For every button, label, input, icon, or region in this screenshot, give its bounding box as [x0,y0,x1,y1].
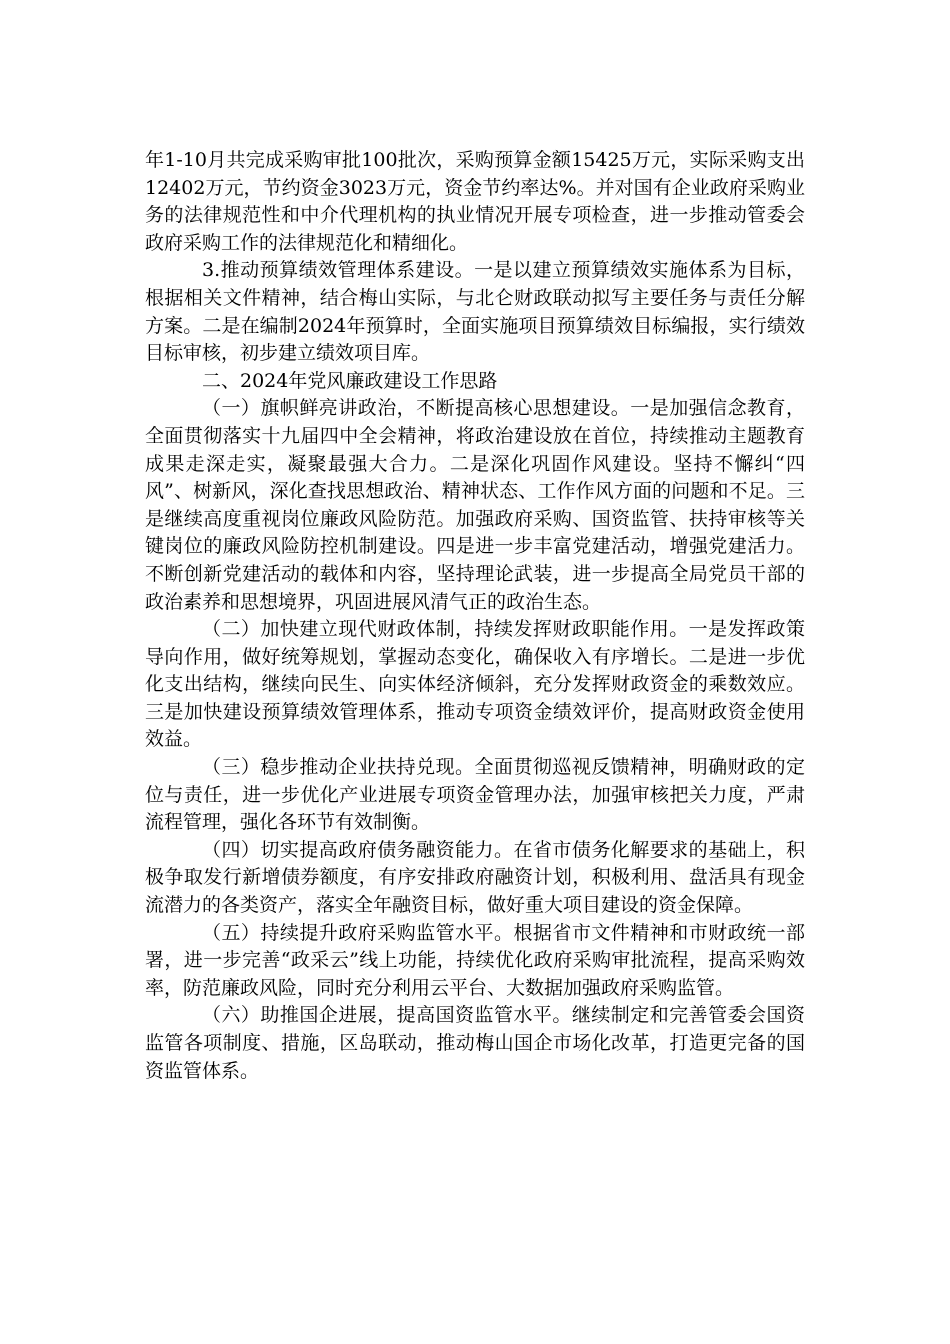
paragraph-4: （一）旗帜鲜亮讲政治，不断提高核心思想建设。一是加强信念教育，全面贯彻落实十九届四中全会精神，将政治建设放在首位，持续推动主题教育成果走深走实，凝聚最强大合力。二是深化巩固作风建设。坚持不懈纠“四风”、树新风，深化查找思想政治、精神状态、工作作风方面的问题和不足。三是继续高度重视岗位廉政风险防范。加强政府采购、国资监管、扶持审核等关键岗位的廉政风险防控机制建设。四是进一步丰富党建活动，增强党建活力。不断创新党建活动的载体和内容，坚持理论武装，进一步提高全局党员干部的政治素养和思想境界，巩固进展风清气正的政治生态。 [145,397,805,613]
paragraph-8: （五）持续提升政府采购监管水平。根据省市文件精神和市财政统一部署，进一步完善“政采云”线上功能，持续优化政府采购审批流程，提高采购效率，防范廉政风险，同时充分利用云平台、大数据加强政府采购监管。 [145,921,805,999]
paragraph-2: 3.推动预算绩效管理体系建设。一是以建立预算绩效实施体系为目标，根据相关文件精神，结合梅山实际，与北仑财政联动拟写主要任务与责任分解方案。二是在编制2024年预算时，全面实施项目预算绩效目标编报，实行绩效目标审核，初步建立绩效项目库。 [145,259,805,365]
paragraph-1: 年1-10月共完成采购审批100批次，采购预算金额15425万元，实际采购支出12402万元，节约资金3023万元，资金节约率达%。并对国有企业政府采购业务的法律规范性和中介代理机构的执业情况开展专项检查，进一步推动管委会政府采购工作的法律规范化和精细化。 [145,149,805,254]
section-heading: 二、2024年党风廉政建设工作思路 [202,369,498,392]
paragraph-9: （六）助推国企进展，提高国资监管水平。继续制定和完善管委会国资监管各项制度、措施，区岛联动，推动梅山国企市场化改革，打造更完备的国资监管体系。 [145,1004,805,1082]
paragraph-7: （四）切实提高政府债务融资能力。在省市债务化解要求的基础上，积极争取发行新增债券额度，有序安排政府融资计划，积极利用、盘活具有现金流潜力的各类资产，落实全年融资目标，做好重大项目建设的资金保障。 [145,838,805,917]
paragraph-5: （二）加快建立现代财政体制，持续发挥财政职能作用。一是发挥政策导向作用，做好统筹规划，掌握动态变化，确保收入有序增长。二是进一步优化支出结构，继续向民生、向实体经济倾斜，充分发挥财政资金的乘数效应。三是加快建设预算绩效管理体系，推动专项资金绩效评价，提高财政资金使用效益。 [145,618,805,751]
document-body [145,147,805,1085]
paragraph-6: （三）稳步推动企业扶持兑现。全面贯彻巡视反馈精神，明确财政的定位与责任，进一步优化产业进展专项资金管理办法，加强审核把关力度，严肃流程管理，强化各环节有效制衡。 [145,756,805,834]
